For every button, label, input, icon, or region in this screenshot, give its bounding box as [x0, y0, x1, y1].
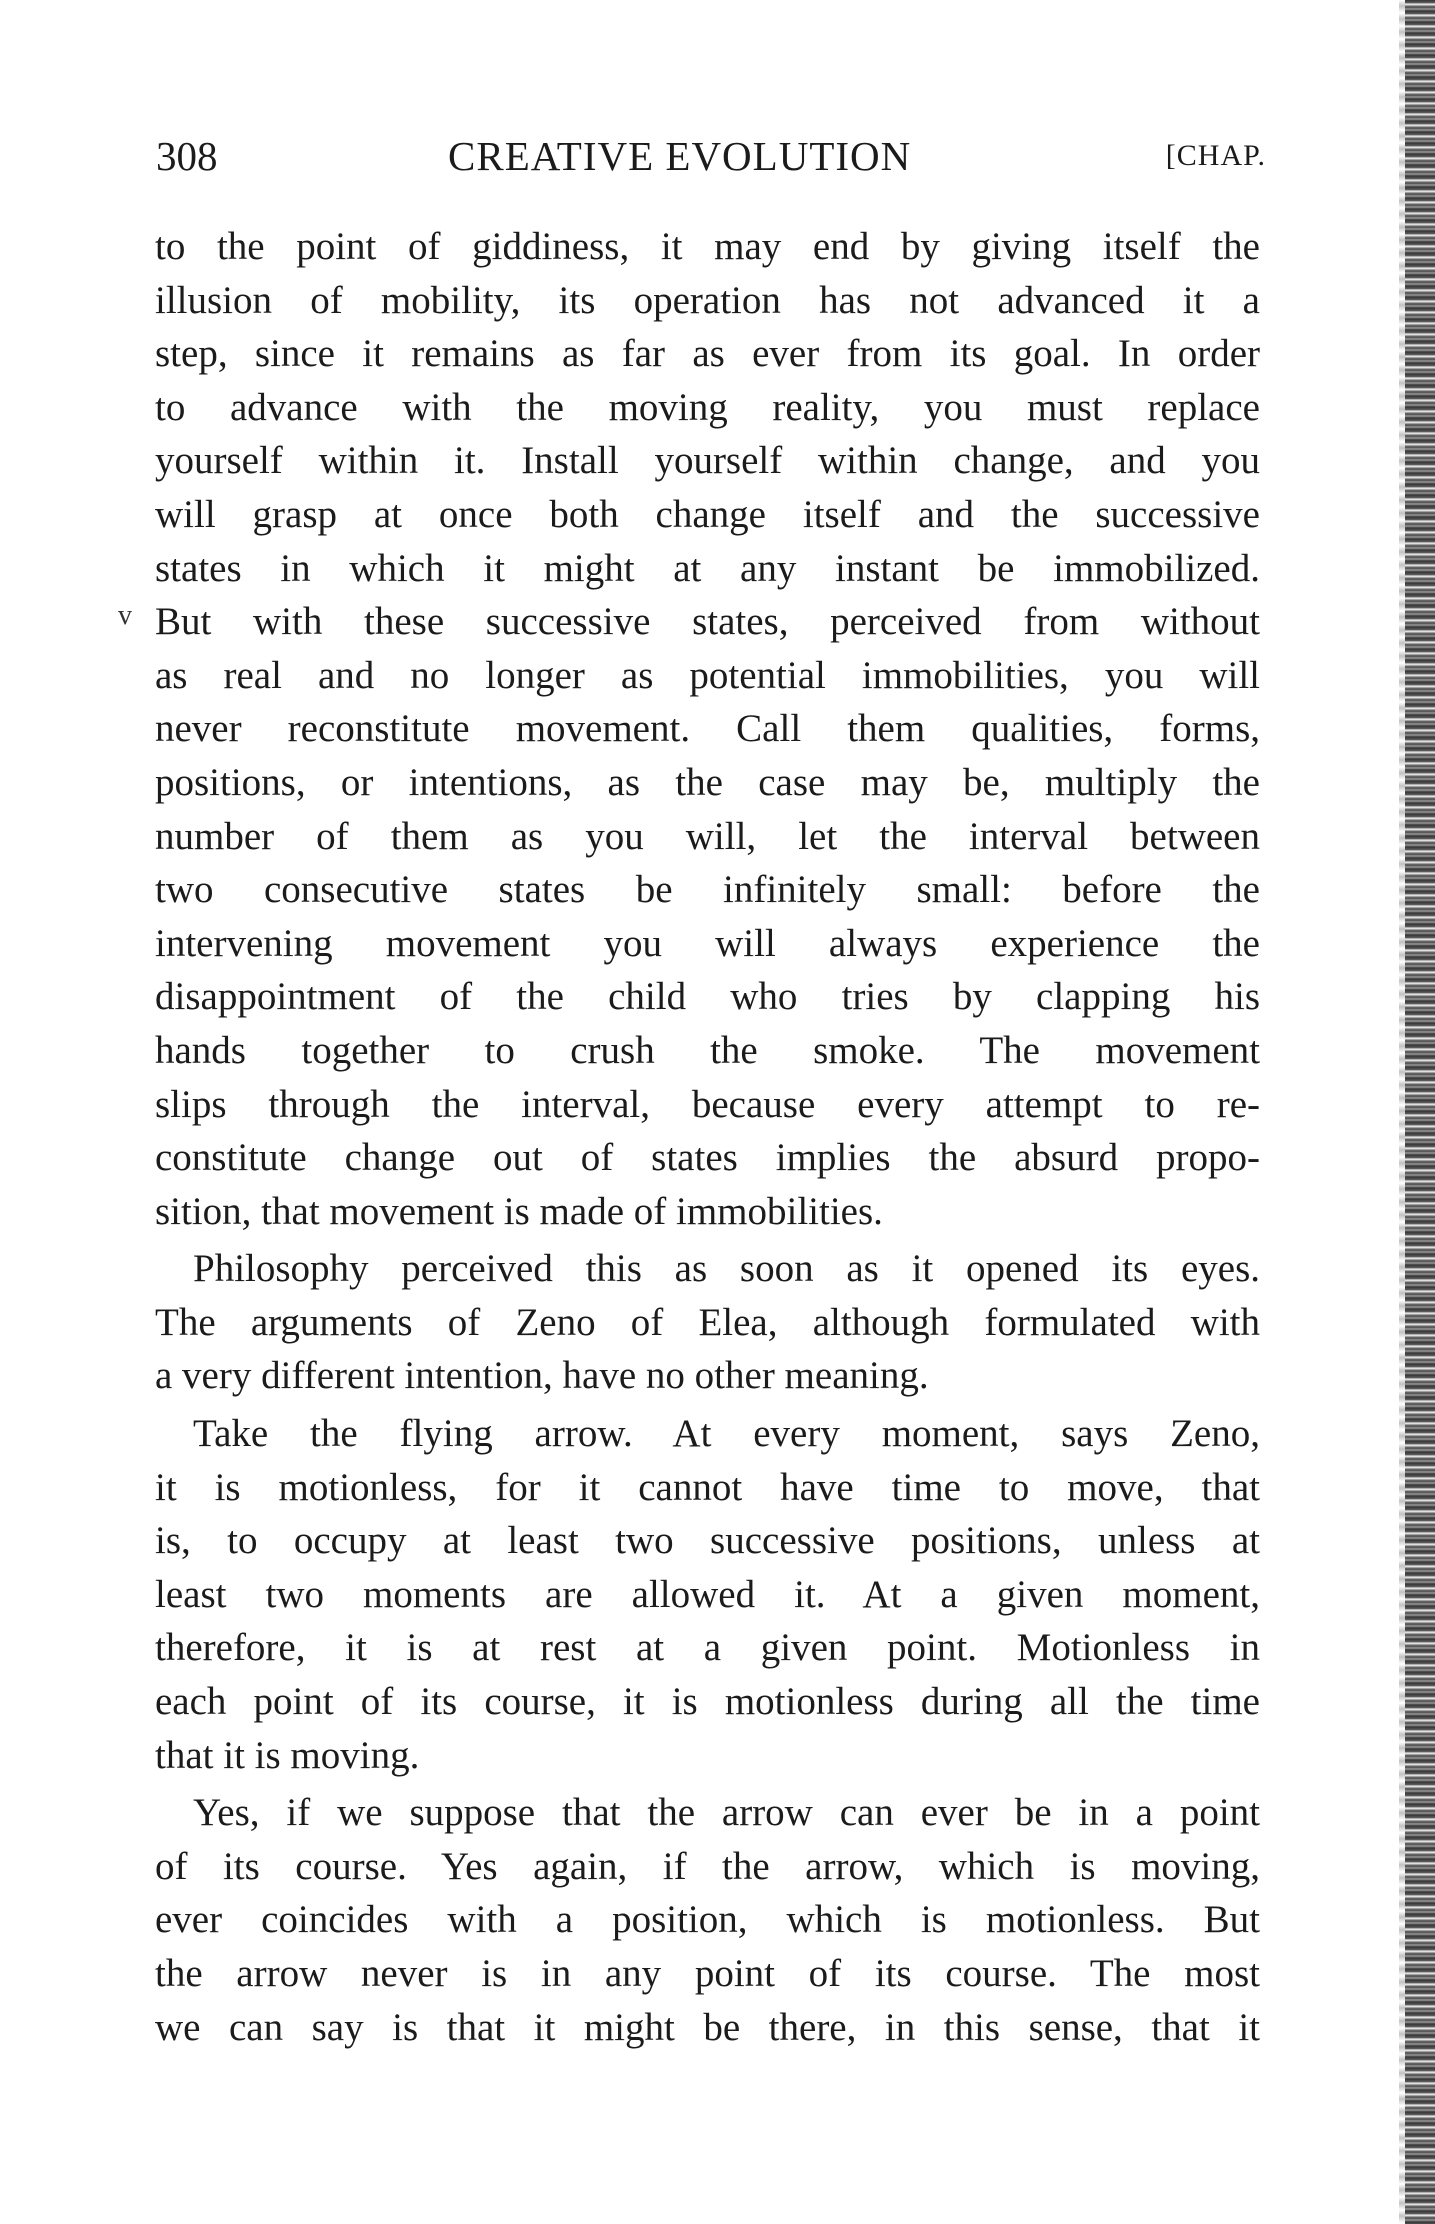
text-line: that it is moving.: [155, 1733, 420, 1777]
text-line: intervening movement you will always experience the: [155, 921, 1260, 965]
text-line: The arguments of Zeno of Elea, although formulated with: [155, 1300, 1260, 1344]
page-header: [156, 128, 1266, 184]
text-line: two consecutive states be infinitely small: before the: [155, 868, 1260, 912]
text-line: Take the flying arrow. At every moment, says Zeno,: [193, 1412, 1260, 1456]
text-line: it is motionless, for it cannot have time to move, that: [155, 1465, 1260, 1509]
text-line: number of them as you will, let the interval between: [155, 814, 1260, 858]
paragraph: [155, 1786, 1260, 2054]
text-line: constitute change out of states implies the absurd propo-: [155, 1136, 1260, 1180]
text-line: illusion of mobility, its operation has not advanced it a: [155, 278, 1260, 322]
text-line: Philosophy perceived this as soon as it opened its eyes.: [193, 1247, 1260, 1291]
text-line: never reconstitute movement. Call them qualities, forms,: [155, 707, 1260, 751]
text-line: disappointment of the child who tries by clapping his: [155, 975, 1260, 1019]
text-line: to advance with the moving reality, you must replace: [155, 385, 1260, 429]
text-line: as real and no longer as potential immobilities, you will: [155, 653, 1260, 697]
text-line: is, to occupy at least two successive positions, unless at: [155, 1519, 1260, 1563]
page-number: 308: [156, 133, 218, 179]
chapter-label: [CHAP.: [1165, 139, 1266, 172]
running-title: CREATIVE EVOLUTION: [448, 133, 912, 179]
text-line: yourself within it. Install yourself within change, and you: [155, 439, 1260, 483]
text-line: positions, or intentions, as the case may be, multiply the: [155, 760, 1260, 804]
text-line: Yes, if we suppose that the arrow can ever be in a point: [193, 1791, 1260, 1835]
text-line: hands together to crush the smoke. The movement: [155, 1028, 1260, 1072]
text-line: to the point of giddiness, it may end by giving itself the: [155, 225, 1260, 268]
text-line: ever coincides with a position, which is motionless. But: [155, 1898, 1260, 1942]
text-line: each point of its course, it is motionless during all the time: [155, 1680, 1260, 1724]
body-text: [155, 220, 1260, 2054]
paragraph: [155, 1242, 1260, 1403]
text-line: But with these successive states, perceived from without: [155, 600, 1260, 644]
text-line: a very different intention, have no other meaning.: [155, 1354, 929, 1398]
paragraph: [155, 1407, 1260, 1782]
paragraph: [155, 220, 1260, 1238]
text-line: slips through the interval, because every attempt to re-: [155, 1082, 1260, 1126]
margin-check-mark: v: [118, 600, 132, 631]
text-line: of its course. Yes again, if the arrow, which is moving,: [155, 1844, 1260, 1888]
text-line: step, since it remains as far as ever from its goal. In order: [155, 332, 1260, 376]
text-line: sition, that movement is made of immobilities.: [155, 1189, 883, 1233]
text-line: will grasp at once both change itself and the successive: [155, 492, 1260, 536]
text-line: the arrow never is in any point of its course. The most: [155, 1952, 1260, 1995]
text-line: least two moments are allowed it. At a given moment,: [155, 1572, 1260, 1616]
text-line: we can say is that it might be there, in this sense, that it: [155, 2005, 1260, 2049]
text-line: states in which it might at any instant be immobilized.: [155, 546, 1260, 590]
scan-edge: [1405, 0, 1435, 2224]
text-line: therefore, it is at rest at a given point. Motionless in: [155, 1626, 1260, 1670]
